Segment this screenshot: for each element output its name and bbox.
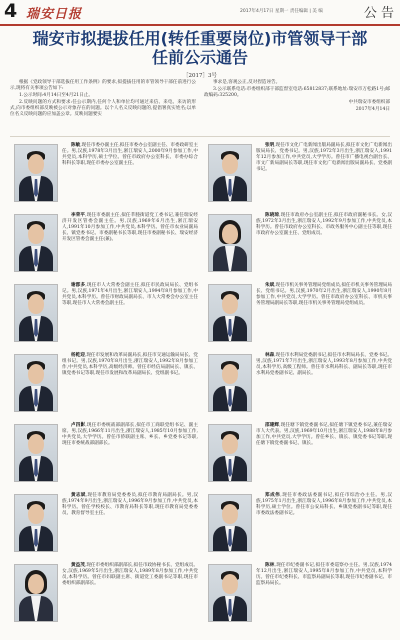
candidate-name: 陈敏 xyxy=(71,143,81,148)
intro-paragraph: 3.公示联系电话:市委组织部干部监督室电话:65812837;联系地址:瑞安市万松路1号;邮政编码:325200。 xyxy=(204,86,390,98)
candidate-name: 林森 xyxy=(265,353,275,358)
issue-date: 2017年4月14日 xyxy=(355,106,390,112)
candidate-bio-text: 陈敏,现任市委办副主任,拟任市委办公室副主任、市委政研室主任。男,汉族,1978年3月出生,浙江瑞安人,2000年9月参加工作,中共党员,本科学历,硕士学位。曾任市政府办公室科长、市委办综合科科长等职,现任市委办公室副主任。 xyxy=(62,143,198,167)
candidate-bio xyxy=(62,563,198,587)
candidate-bio xyxy=(62,353,198,377)
candidate-name: 陈晓琼 xyxy=(265,213,280,218)
candidate-bio-text: 张明,现任市文化广电新闻出版局副局长,拟任市文化广电新闻出版局局长、党委书记。男,汉族,1972年3月出生,浙江瑞安人,1991年12月参加工作,中共党员,大学学历。曾任市广播电视台副台长、市文广新局副局长等职,现任市文化广电新闻出版局副局长、党委副书记。 xyxy=(256,143,392,173)
intro-left-column xyxy=(10,80,196,119)
intro-right-column xyxy=(204,80,390,113)
candidate-bio xyxy=(256,353,392,377)
candidate-bio xyxy=(256,213,392,237)
candidate-bio xyxy=(62,283,198,307)
candidate-photo xyxy=(208,494,252,552)
candidate-photo xyxy=(14,144,58,202)
newspaper-logo-text: 瑞安日报 xyxy=(26,7,83,22)
candidate-bio xyxy=(62,213,198,243)
candidate-name: 郑成伟 xyxy=(265,493,281,498)
candidate-photo xyxy=(14,564,58,622)
candidate-card xyxy=(204,490,394,570)
candidate-card xyxy=(204,350,394,430)
candidate-name: 李荣平 xyxy=(71,213,86,218)
candidate-bio-text: 谢郡多,现任市人大常委会副主任,拟任市民政局局长、党组书记。男,汉族,1971年4月出生,浙江瑞安人,1994年8月参加工作,中共党员,本科学历。曾任市财政局副局长、市人大常委会办公室主任等职,现任市人大常委会副主任。 xyxy=(62,283,198,307)
candidate-bio xyxy=(62,143,198,167)
candidate-bio-text: 杨乾迎,现任市发展和改革局副局长,拟任市交通运输局局长、党组书记。男,汉族,1970年8月出生,浙江瑞安人,1992年8月参加工作,中共党员,本科学历,高级经济师。曾任市经信局副局长、镇长、镇党委书记等职,现任市发展和改革局副局长、党组副书记。 xyxy=(62,353,198,377)
candidate-bio-text: 林森,现任市水利局党委副书记,拟任市水利局局长、党委书记。男,汉族,1971年7月出生,浙江瑞安人,1993年8月参加工作,中共党员,本科学历,高级工程师。曾任市水利局科长、副局长等职,现任市水利局党委副书记、副局长。 xyxy=(256,353,392,377)
candidate-card xyxy=(10,420,200,500)
masthead xyxy=(0,0,400,26)
issuer: 中共瑞安市委组织部 xyxy=(348,99,390,105)
candidate-bio xyxy=(62,493,198,517)
candidate-name: 邵建辉 xyxy=(265,423,280,428)
candidate-photo xyxy=(14,424,58,482)
candidate-name: 卢四影 xyxy=(71,423,86,428)
candidate-photo xyxy=(14,284,58,342)
candidate-name: 杨乾迎 xyxy=(71,353,85,358)
candidate-photo xyxy=(208,214,252,272)
title-line-2: 任前公示通告 xyxy=(151,48,248,67)
candidate-card xyxy=(204,140,394,220)
intro-paragraph: 2.反映问题的方式和要求:任公示期内,任何个人和单位均可通过来信、来电、来访的形式,向市委组织部反映被公示对象存在的问题。以个人名义反映问题的,提倡署真实姓名;以单位名义反映问题的应加盖公章。反映问题要实 xyxy=(10,99,196,118)
candidate-bio xyxy=(256,423,392,447)
candidate-name: 谢郡多 xyxy=(71,283,86,288)
candidate-bio-text: 邵建辉,现任塘下镇党委副书记,拟任塘下镇党委书记,兼任瑞安市人大代表。男,汉族,1969年10月出生,浙江瑞安人,1988年8月参加工作,中共党员,大学学历。曾任乡长、镇长、镇党委书记等职,现任塘下镇党委副书记、镇长。 xyxy=(256,423,392,447)
intro-paragraph: 事求是,客观公正,反对捏造诬告。 xyxy=(213,80,281,85)
candidate-photo xyxy=(208,564,252,622)
candidate-card xyxy=(204,280,394,360)
page-title xyxy=(0,29,400,67)
divider xyxy=(10,136,390,137)
candidate-card xyxy=(10,490,200,570)
document-number: ［2017］3号 xyxy=(183,73,217,79)
candidate-bio-text: 陈晓琼,现任市政府办公室副主任,拟任市政府副秘书长。女,汉族,1972年3月出生,浙江瑞安人,1992年9月参加工作,中共党员,本科学历。曾任市政府办公室科长、市政务服务中心副主任等职,现任市政府办公室副主任、党组成员。 xyxy=(256,213,392,237)
candidate-card xyxy=(10,560,200,640)
candidate-bio xyxy=(256,493,392,517)
candidate-bio-text: 李荣平,现任市委副主任,拟任莘塍街道党工委书记,兼任瑞安经济开发区管委会副主任。男,汉族,1969年6月出生,浙江瑞安人,1991年10月参加工作,中共党员,本科学历。曾任市农业局副局长、镇党委书记、市委副秘书长等职,现任市委副秘书长、瑞安经济开发区管委会副主任(兼)。 xyxy=(62,213,198,243)
candidate-bio xyxy=(256,563,392,587)
candidate-card xyxy=(204,420,394,500)
candidate-photo xyxy=(14,214,58,272)
candidate-photo xyxy=(14,494,58,552)
candidate-bio-text: 黄志斌,现任市教育局党委委员,拟任市教育局副局长。男,汉族,1974年9月出生,浙江瑞安人,1996年9月参加工作,中共党员,本科学历。曾任学校校长、市教育局科长等职,现任市教育局党委委员、教育督导室主任。 xyxy=(62,493,198,517)
candidate-card xyxy=(204,210,394,290)
candidate-card xyxy=(10,140,200,220)
candidate-photo xyxy=(14,354,58,412)
candidate-card xyxy=(10,280,200,360)
candidate-photo xyxy=(208,284,252,342)
candidate-name: 黄益茂 xyxy=(71,563,85,568)
candidate-bio-text: 朱斌,现任市机关事务管理局党组成员,拟任市机关事务管理局局长、党组书记。男,汉族,1970年2月出生,浙江瑞安人,1990年8月参加工作,中共党员,大学学历。曾任市政府办公室科长、市机关事务管理局副局长等职,现任市机关事务管理局党组成员。 xyxy=(256,283,392,307)
candidate-bio xyxy=(62,423,198,447)
candidate-bio-text: 卢四影,现任市委统战部副部长,拟任市工商联党组书记、副主席。男,汉族,1966年11月出生,浙江瑞安人,1985年10月参加工作,中共党员,大学学历。曾任市侨联副主席、乡长、乡党委书记等职,现任市委统战部副部长。 xyxy=(62,423,198,447)
page-number: 4 xyxy=(4,0,18,22)
candidate-bio xyxy=(256,283,392,307)
candidate-photo xyxy=(208,424,252,482)
intro-paragraph: 根据《党政领导干部选拔任用工作条例》的要求,拟提拔任用的市管领导干部任前进行公示,现将有关事项公告如下: xyxy=(10,80,196,92)
candidate-card xyxy=(10,210,200,290)
candidate-bio xyxy=(256,143,392,173)
candidate-photo xyxy=(208,144,252,202)
candidate-card xyxy=(10,350,200,430)
candidate-bio-text: 黄益茂,现任市委组织部副部长,拟任市政协秘书长、党组成员。女,汉族,1969年5月出生,浙江瑞安人,1989年8月参加工作,中共党员,本科学历。曾任市妇联副主席、街道党工委副书记等职,现任市委组织部副部长。 xyxy=(62,563,198,587)
candidate-bio-text: 郑成伟,现任市委政法委副书记,拟任市综治办主任。男,汉族,1975年1月出生,浙江瑞安人,1996年8月参加工作,中共党员,本科学历,硕士学位。曾任市公安局科长、乡镇党委副书记等职,现任市委政法委副书记。 xyxy=(256,493,392,517)
candidate-bio-text: 陈林,现任市纪委副书记,拟任市委巡察办主任。男,汉族,1974年12月出生,浙江瑞安人,1995年8月参加工作,中共党员,本科学历。曾任市纪委科长、市监察局副局长等职,现任市纪委副书记、市监察局局长。 xyxy=(256,563,392,587)
candidate-name: 陈林 xyxy=(265,563,275,568)
section-label: 公 告 xyxy=(363,6,394,21)
candidate-name: 朱斌 xyxy=(265,283,275,288)
candidate-name: 张明 xyxy=(265,143,275,148)
candidate-photo xyxy=(208,354,252,412)
title-line-1: 瑞安市拟提拔任用(转任重要岗位)市管领导干部 xyxy=(32,29,368,48)
intro-paragraph: 1.公示时间:4月14日至4月21日止。 xyxy=(19,93,93,98)
issue-info: 2017年4月17日 星期一 责任编辑 | 美 编 xyxy=(240,9,323,14)
candidate-name: 黄志斌 xyxy=(71,493,86,498)
candidate-card xyxy=(204,560,394,640)
